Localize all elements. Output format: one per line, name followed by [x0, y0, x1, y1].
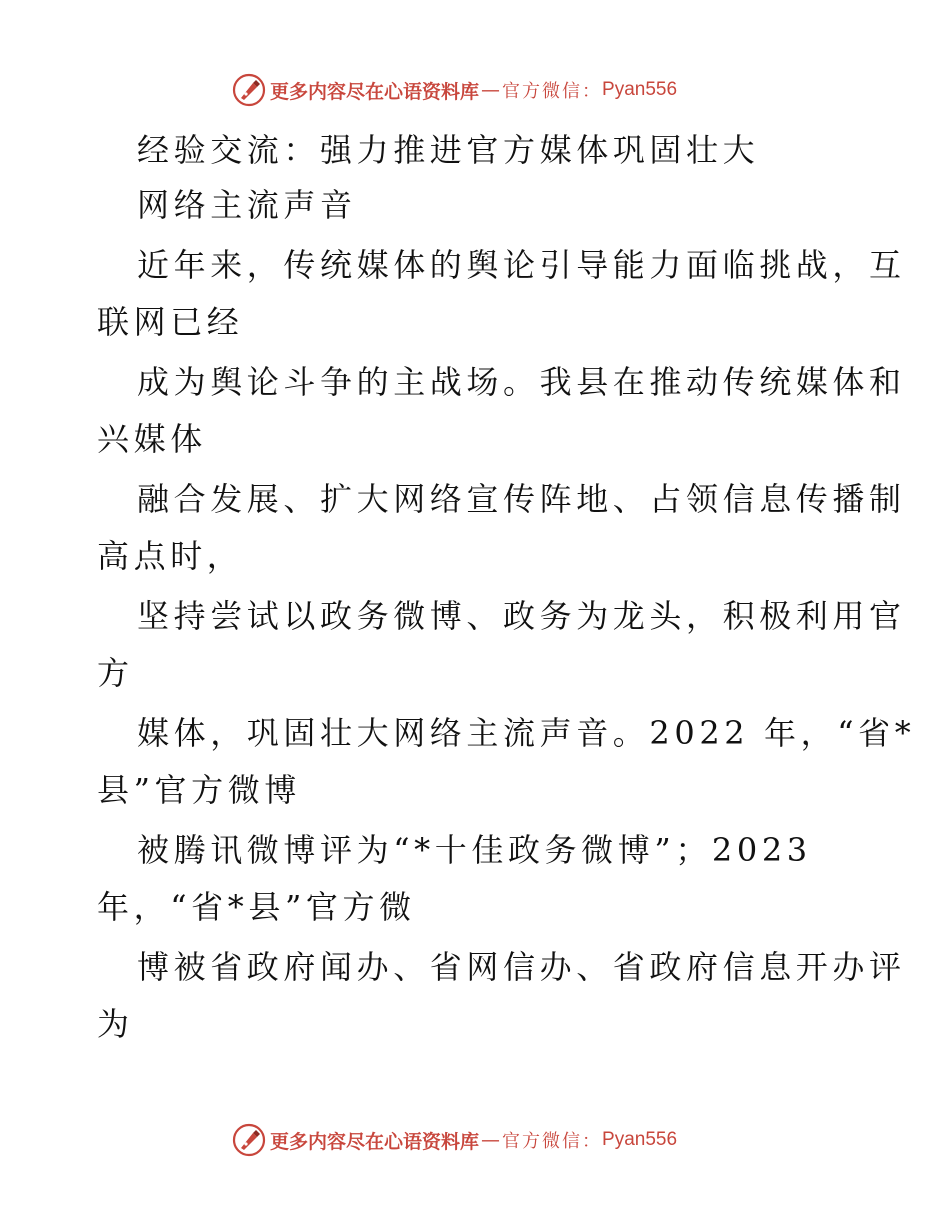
watermark-wechat-id: Pyan556 [602, 79, 678, 100]
title-line-2: 网络主流声音 [137, 186, 357, 224]
paragraph-line: 近年来，传统媒体的舆论引导能力面临挑战，互 [137, 246, 906, 284]
paragraph-line: 坚持尝试以政务微博、政务为龙头，积极利用官 [137, 597, 906, 635]
watermark-wechat-label: 官方微信： [502, 81, 603, 102]
paragraph-line: 成为舆论斗争的主战场。我县在推动传统媒体和 [137, 363, 906, 401]
watermark-text: 更多内容尽在心语资料库 [270, 80, 480, 103]
paragraph-line: 媒体，巩固壮大网络主流声音。2022 年，“省* [137, 714, 916, 752]
paragraph-line: 博被省政府闻办、省网信办、省政府信息开办评 [137, 948, 906, 986]
paragraph-line: 融合发展、扩大网络宣传阵地、占领信息传播制 [137, 480, 906, 518]
paragraph-line: 联网已经 [97, 303, 244, 341]
watermark-separator: — [481, 1129, 501, 1151]
title-line-1: 经验交流：强力推进官方媒体巩固壮大 [137, 131, 760, 169]
header-watermark [232, 72, 677, 108]
footer-watermark [232, 1122, 677, 1158]
watermark-text: 更多内容尽在心语资料库 [270, 1130, 480, 1153]
paragraph-line: 县”官方微博 [97, 771, 301, 809]
paragraph-line: 高点时， [97, 537, 244, 575]
watermark-wechat-id: Pyan556 [602, 1129, 678, 1150]
paragraph-line: 年，“省*县”官方微 [97, 888, 416, 926]
paragraph-line: 被腾讯微博评为“*十佳政务微博”；2023 [137, 831, 812, 869]
watermark-separator: — [481, 79, 501, 101]
watermark-wechat-label: 官方微信： [502, 1131, 603, 1152]
paragraph-line: 兴媒体 [97, 420, 207, 458]
paragraph-line: 为 [97, 1005, 134, 1043]
pen-nib-logo-icon [232, 1123, 266, 1157]
pen-nib-logo-icon [232, 73, 266, 107]
paragraph-line: 方 [97, 654, 134, 692]
